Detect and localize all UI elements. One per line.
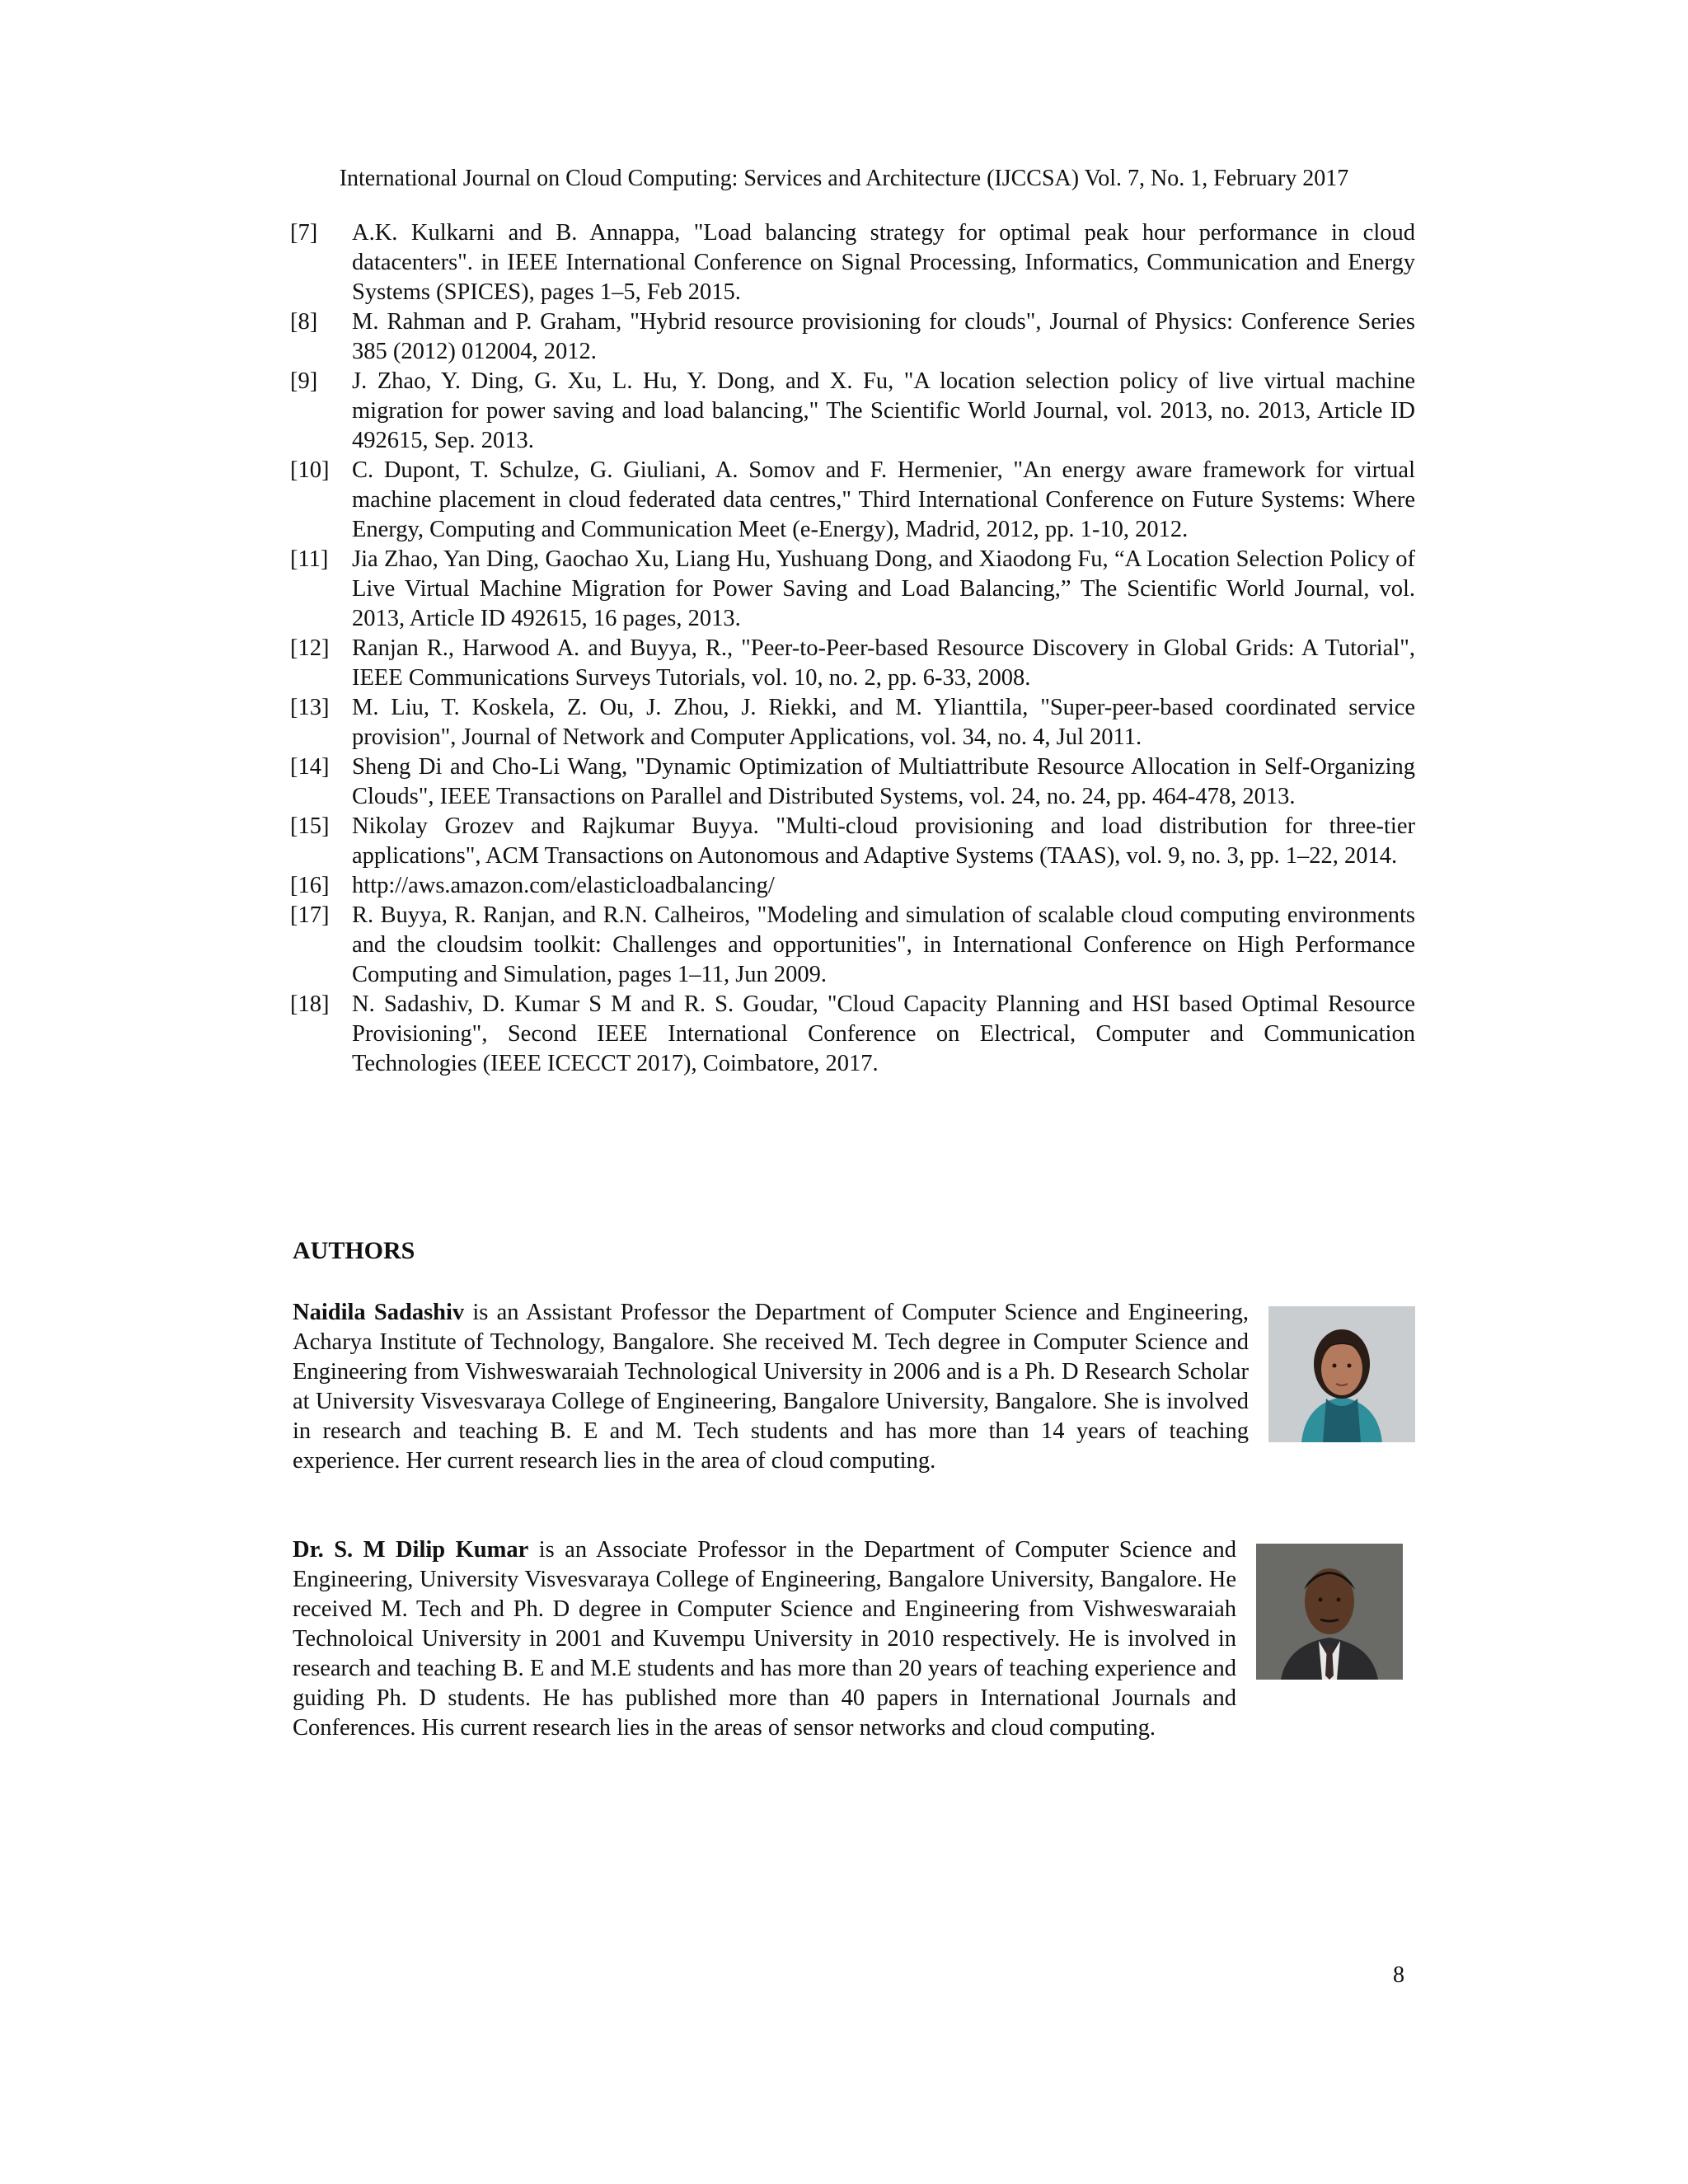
running-header: International Journal on Cloud Computing: Services and Architecture (IJCCSA) Vol. 7, No. 1, February 2017 [339, 166, 1349, 191]
reference-item [290, 367, 1415, 456]
reference-item [290, 752, 1415, 812]
reference-text: Ranjan R., Harwood A. and Buyya, R., "Peer-to-Peer-based Resource Discovery in Global Grids: A Tutorial", IEEE Communications Surveys Tutorials, vol. 10, no. 2, pp. 6-33, 2008. [352, 635, 1415, 691]
reference-number: [12] [290, 635, 330, 661]
author-name: Dr. S. M Dilip Kumar [293, 1537, 529, 1563]
page-number: 8 [1393, 1962, 1404, 1988]
reference-item [290, 871, 1415, 901]
reference-number: [9] [290, 368, 318, 394]
reference-number: [18] [290, 991, 330, 1017]
reference-number: [8] [290, 309, 318, 335]
reference-item [290, 545, 1415, 634]
reference-text: Sheng Di and Cho-Li Wang, "Dynamic Optimization of Multiattribute Resource Allocation in Self-Organizing Clouds", IEEE Transactions on Parallel and Distributed Systems, vol. 24, no. 24, pp. 464-478, 2013. [352, 754, 1415, 809]
reference-number: [16] [290, 873, 330, 898]
reference-number: [17] [290, 902, 330, 928]
reference-item [290, 693, 1415, 752]
references-list [290, 218, 1415, 1079]
reference-item [290, 307, 1415, 367]
author-bio [293, 1298, 1415, 1476]
reference-text: A.K. Kulkarni and B. Annappa, "Load balancing strategy for optimal peak hour performance in cloud datacenters". in IEEE International Conference on Signal Processing, Informatics, Communication and Energy Systems (SPICES), pages 1–5, Feb 2015. [352, 220, 1415, 305]
reference-text: Nikolay Grozev and Rajkumar Buyya. "Multi-cloud provisioning and load distribution for three-tier applications", ACM Transactions on Autonomous and Adaptive Systems (TAAS), vol. 9, no. 3, pp. 1–22, 2014. [352, 813, 1415, 869]
reference-item [290, 812, 1415, 871]
reference-text: M. Rahman and P. Graham, "Hybrid resource provisioning for clouds", Journal of Physics: Conference Series 385 (2012) 012004, 2012. [352, 309, 1415, 364]
reference-item [290, 990, 1415, 1079]
reference-url[interactable]: http://aws.amazon.com/elasticloadbalancing/ [352, 873, 775, 898]
reference-text: N. Sadashiv, D. Kumar S M and R. S. Goudar, "Cloud Capacity Planning and HSI based Optimal Resource Provisioning", Second IEEE International Conference on Electrical, Computer and Communication Technologies (IEEE ICECCT 2017), Coimbatore, 2017. [352, 991, 1415, 1076]
reference-text: R. Buyya, R. Ranjan, and R.N. Calheiros, "Modeling and simulation of scalable cloud computing environments and the cloudsim toolkit: Challenges and opportunities", in International Conference on High Performance Computing and Simulation, pages 1–11, Jun 2009. [352, 902, 1415, 987]
reference-number: [14] [290, 754, 330, 780]
reference-text: M. Liu, T. Koskela, Z. Ou, J. Zhou, J. Riekki, and M. Ylianttila, "Super-peer-based coordinated service provision", Journal of Network and Computer Applications, vol. 34, no. 4, Jul 2011. [352, 695, 1415, 750]
reference-item [290, 456, 1415, 545]
author-bio [293, 1535, 1415, 1743]
reference-number: [10] [290, 457, 330, 483]
reference-text: J. Zhao, Y. Ding, G. Xu, L. Hu, Y. Dong, and X. Fu, "A location selection policy of live virtual machine migration for power saving and load balancing," The Scientific World Journal, vol. 2013, no. 2013, Article ID 492615, Sep. 2013. [352, 368, 1415, 453]
author-bio-text: is an Associate Professor in the Department of Computer Science and Engineering, University Visvesvaraya College of Engineering, Bangalore University, Bangalore. He received M. Tech and Ph. D degree in Computer Science and Engineering from Vishweswaraiah Technoloical University in 2001 and Kuvempu University in 2010 respectively. He is involved in research and teaching B. E and M.E students and has more than 20 years of teaching experience and guiding Ph. D students. He has published more than 40 papers in International Journals and Conferences. His current research lies in the areas of sensor networks and cloud computing. [293, 1537, 1237, 1741]
reference-item [290, 634, 1415, 693]
reference-item [290, 218, 1415, 307]
reference-item [290, 901, 1415, 990]
reference-text: Jia Zhao, Yan Ding, Gaochao Xu, Liang Hu, Yushuang Dong, and Xiaodong Fu, “A Location Selection Policy of Live Virtual Machine Migration for Power Saving and Load Balancing,” The Scientific World Journal, vol. 2013, Article ID 492615, 16 pages, 2013. [352, 546, 1415, 631]
reference-number: [11] [290, 546, 329, 572]
author-name: Naidila Sadashiv [293, 1300, 465, 1325]
author-photo [1268, 1306, 1415, 1442]
authors-heading: AUTHORS [293, 1237, 415, 1264]
author-bio-text: is an Assistant Professor the Department of Computer Science and Engineering, Acharya Institute of Technology, Bangalore. She received M. Tech degree in Computer Science and Engineering from Vishweswaraiah Technological University in 2006 and is a Ph. D Research Scholar at University Visvesvaraya College of Engineering, Bangalore University, Bangalore. She is involved in research and teaching B. E and M. Tech students and has more than 14 years of teaching experience. Her current research lies in the area of cloud computing. [293, 1300, 1249, 1474]
reference-number: [15] [290, 813, 330, 839]
reference-number: [13] [290, 695, 330, 720]
author-photo [1256, 1544, 1403, 1680]
reference-text: C. Dupont, T. Schulze, G. Giuliani, A. Somov and F. Hermenier, "An energy aware framework for virtual machine placement in cloud federated data centres," Third International Conference on Future Systems: Where Energy, Computing and Communication Meet (e-Energy), Madrid, 2012, pp. 1-10, 2012. [352, 457, 1415, 542]
reference-number: [7] [290, 220, 318, 246]
